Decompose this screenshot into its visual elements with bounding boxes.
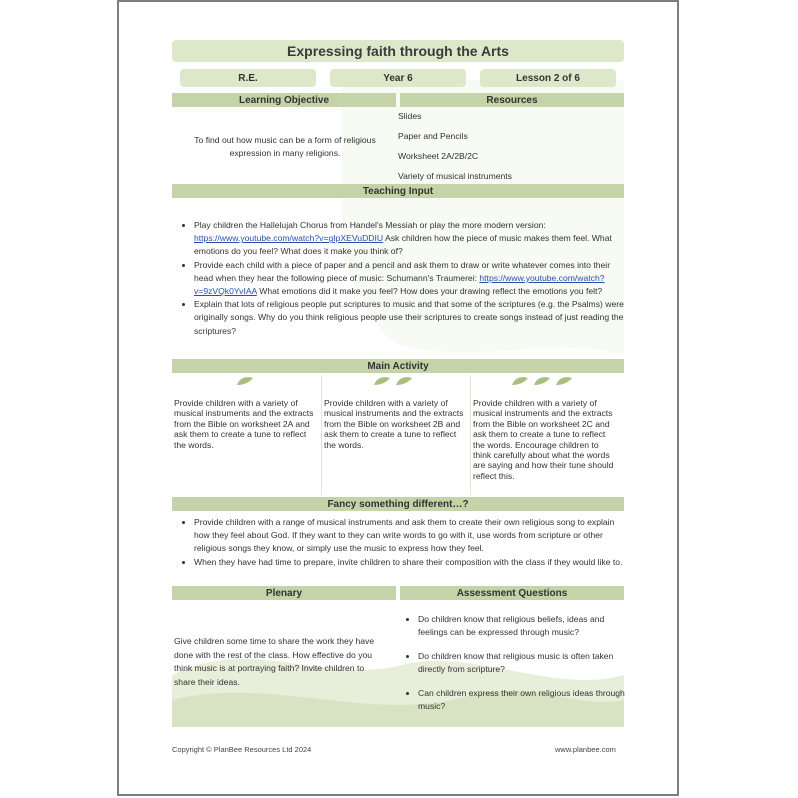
main-activity-group-1: Provide children with a variety of musical instruments and the extracts from the Bible on worksheet 2A and ask them to create a tune to reflect the words. — [174, 398, 314, 450]
year-pill: Year 6 — [330, 69, 466, 87]
copyright-text: Copyright © PlanBee Resources Ltd 2024 — [172, 745, 312, 754]
assessment-question: • Do children know that religious beliefs, ideas and feelings can be expressed through music? — [418, 613, 630, 638]
teaching-input-header: Teaching Input — [172, 184, 624, 198]
fancy-list — [178, 516, 630, 569]
resource-item: Paper and Pencils — [398, 131, 468, 141]
resource-item: Variety of musical instruments — [398, 171, 512, 181]
youtube-link[interactable]: https://www.youtube.com/watch?v=9zVQk0YvIAA — [194, 272, 605, 297]
website-url[interactable]: www.planbee.com — [555, 745, 616, 754]
column-divider — [470, 375, 471, 495]
fancy-something-different-header: Fancy something different…? — [172, 497, 624, 511]
fancy-item: • Provide children with a range of musical instruments and ask them to create their own religious song to explain how they feel about God. If they want to they can write words to go with it, use words from scripture or other religious songs they know, or simply use the music to express how they feel. — [194, 516, 630, 556]
learning-objective-header: Learning Objective — [172, 93, 396, 107]
resources-header: Resources — [400, 93, 624, 107]
lesson-number-pill: Lesson 2 of 6 — [480, 69, 616, 87]
assessment-question: • Do children know that religious music is often taken directly from scripture? — [418, 650, 630, 675]
plenary-text: Give children some time to share the work they have done with the rest of the class. How effective do you think music is at portraying faith? Invite children to share their ideas. — [174, 636, 375, 687]
subject-pill: R.E. — [180, 69, 316, 87]
column-divider — [321, 375, 322, 495]
main-activity-group-3: Provide children with a variety of musical instruments and the extracts from the Bible on worksheet 2C and ask them to create a tune to reflect the words. Encourage children to think carefully about what the words are saying and how their tune should reflect this. — [473, 398, 614, 481]
one-leaf-difficulty-icon — [235, 375, 257, 387]
assessment-question: • Can children express their own religious ideas through music? — [418, 687, 630, 712]
main-activity-header: Main Activity — [172, 359, 624, 373]
resource-item: Worksheet 2A/2B/2C — [398, 151, 479, 161]
three-leaves-difficulty-icon — [510, 375, 576, 387]
teaching-input-list — [178, 219, 624, 338]
resource-item: Slides — [398, 111, 422, 121]
main-activity-group-2: Provide children with a variety of musical instruments and the extracts from the Bible on worksheet 2B and ask them to create a tune to reflect the words. — [324, 398, 464, 450]
teaching-input-item: • Explain that lots of religious people put scriptures to music and that some of the scriptures (e.g. the Psalms) were originally songs. Why do you think religious people use their scriptures to create songs instead of just reading the scriptures? — [194, 298, 624, 338]
fancy-item: • When they have had time to prepare, invite children to share their composition with the class if they would like to. — [194, 556, 630, 569]
youtube-link[interactable]: https://www.youtube.com/watch?v=gIpXEVuDDIU — [194, 233, 384, 244]
teaching-input-item: • Provide each child with a piece of paper and a pencil and ask them to draw or write whatever comes into their head when they hear the following piece of music: Schumann's Traumerei: https://www.youtube.com/watch?v=9zVQk0YvIAA What emotions did it make you feel? How does your drawing reflect the emotions you felt? — [194, 259, 624, 299]
teaching-input-item: • Play children the Hallelujah Chorus from Handel's Messiah or play the more modern version: https://www.youtube.com/watch?v=gIpXEVuDDIU Ask children how the piece of music makes them feel. What emotions do you feel? What does it make you think of? — [194, 219, 624, 259]
two-leaves-difficulty-icon — [372, 375, 416, 387]
lesson-plan-page — [172, 35, 624, 727]
lesson-title: Expressing faith through the Arts — [172, 40, 624, 62]
assessment-questions-header: Assessment Questions — [400, 586, 624, 600]
assessment-list — [402, 613, 630, 712]
plenary-header: Plenary — [172, 586, 396, 600]
learning-objective-text: To find out how music can be a form of religious expression in many religions. — [194, 135, 376, 158]
